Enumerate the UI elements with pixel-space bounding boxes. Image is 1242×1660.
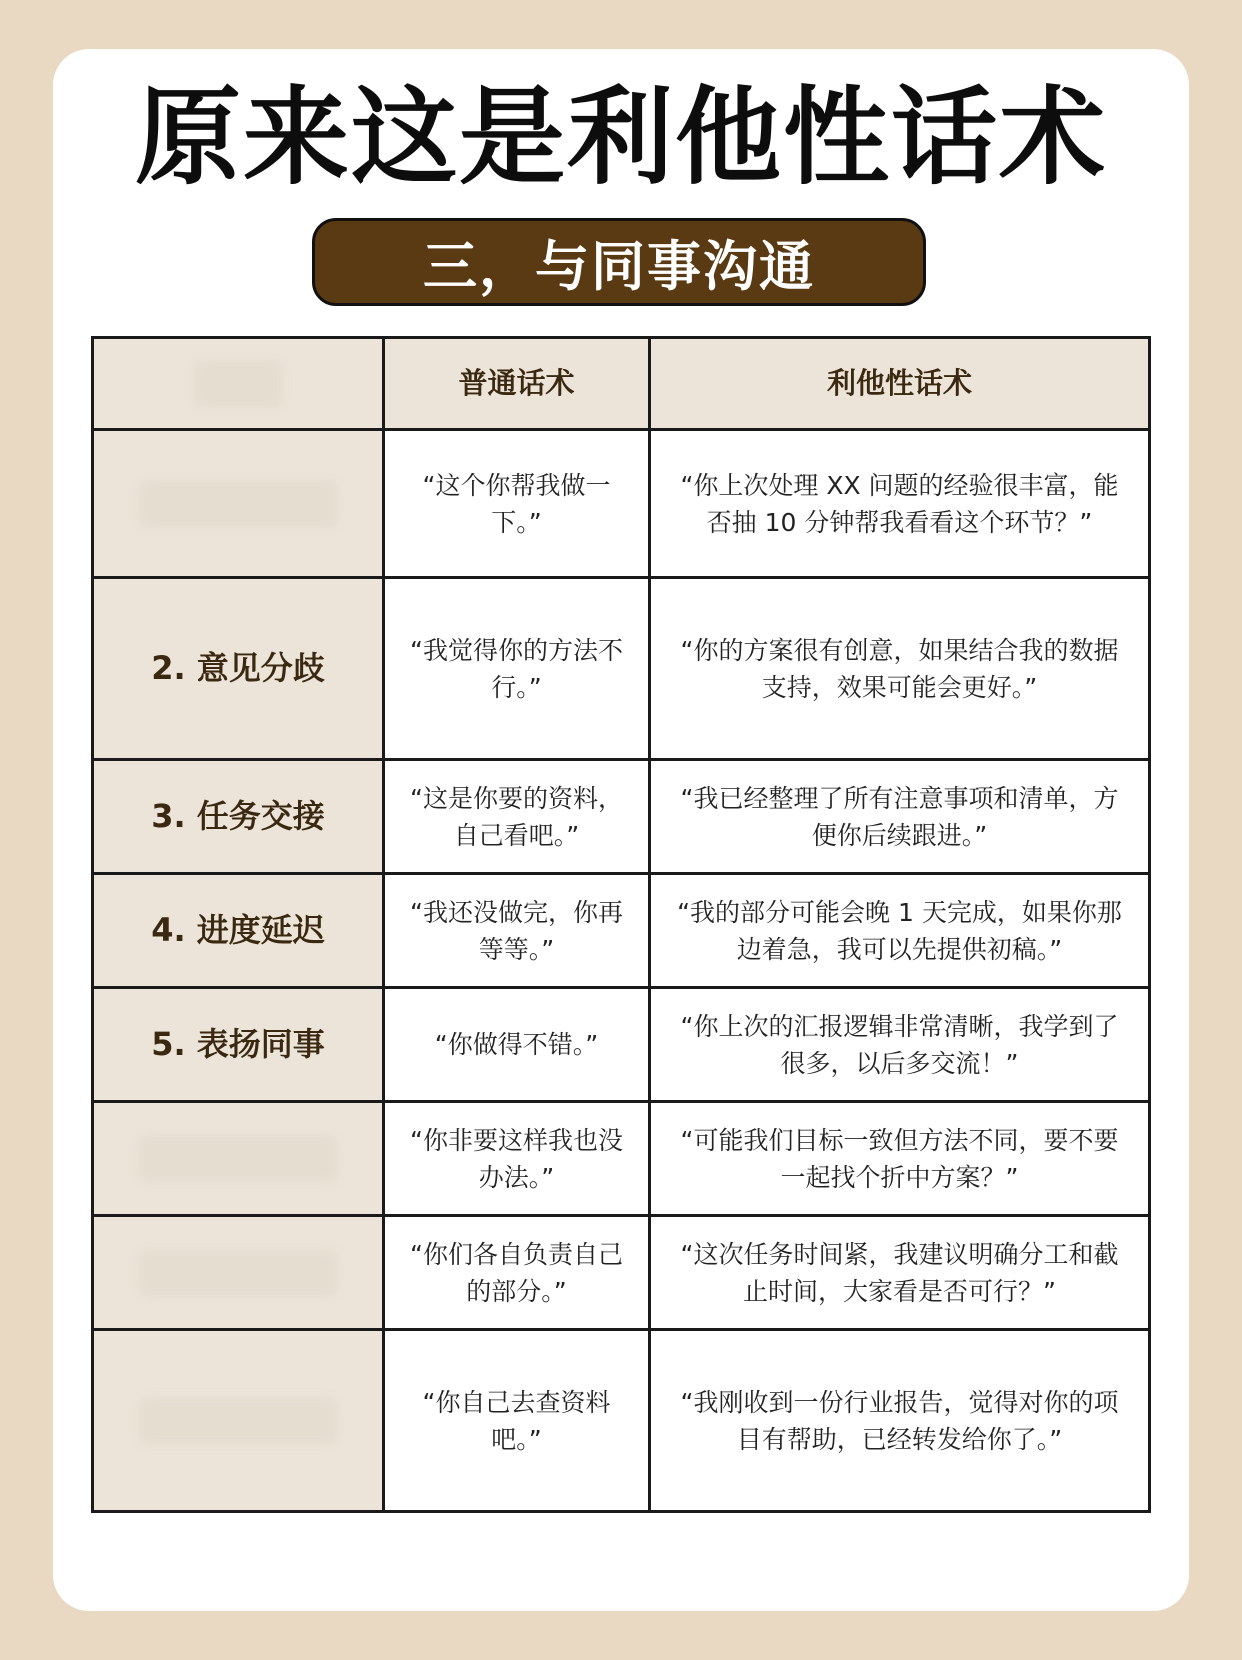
- blurred-scene-label: [138, 1397, 338, 1445]
- altruistic-phrase-cell: “我已经整理了所有注意事项和清单，方便你后续跟进。”: [680, 783, 1119, 850]
- blurred-scene-label: [138, 1135, 338, 1183]
- table-row: [94, 758, 1148, 872]
- scene-cell: [94, 1331, 385, 1510]
- scene-cell: 2. 意见分歧: [94, 579, 385, 758]
- normal-phrase-cell: “我觉得你的方法不行。”: [385, 579, 651, 758]
- altruistic-phrase-cell: “可能我们目标一致但方法不同，要不要一起找个折中方案？”: [680, 1125, 1119, 1192]
- scene-cell: [94, 431, 385, 576]
- section-subtitle-label: 三，与同事沟通: [423, 234, 815, 298]
- altruistic-phrase-cell: “我刚收到一份行业报告，觉得对你的项目有帮助，已经转发给你了。”: [680, 1387, 1119, 1454]
- normal-phrase-cell: “你们各自负责自己的部分。”: [385, 1217, 651, 1328]
- blurred-header-label: [193, 360, 283, 408]
- altruistic-phrase-cell: “你上次的汇报逻辑非常清晰，我学到了很多，以后多交流！”: [680, 1011, 1119, 1078]
- table-row: [94, 986, 1148, 1100]
- table-row: [94, 1214, 1148, 1328]
- comparison-table: [91, 336, 1151, 1513]
- normal-phrase-cell: “你自己去查资料吧。”: [385, 1331, 651, 1510]
- table-row: [94, 872, 1148, 986]
- scene-cell: 5. 表扬同事: [94, 989, 385, 1100]
- scene-cell: 4. 进度延迟: [94, 875, 385, 986]
- scene-cell: [94, 1217, 385, 1328]
- altruistic-phrase-cell: “我的部分可能会晚 1 天完成，如果你那边着急，我可以先提供初稿。”: [677, 897, 1122, 964]
- scene-cell: 3. 任务交接: [94, 761, 385, 872]
- scene-cell: [94, 1103, 385, 1214]
- normal-phrase-cell: “这个你帮我做一下。”: [385, 431, 651, 576]
- altruistic-phrase-cell: “你上次处理 XX 问题的经验很丰富，能否抽 10 分钟帮我看看这个环节？”: [680, 470, 1119, 537]
- header-cell-altruistic: 利他性话术: [651, 339, 1148, 428]
- normal-phrase-cell: “你做得不错。”: [385, 989, 651, 1100]
- table-header-row: [94, 339, 1148, 428]
- blurred-scene-label: [138, 480, 338, 528]
- blurred-scene-label: [138, 1249, 338, 1297]
- altruistic-phrase-cell: “这次任务时间紧，我建议明确分工和截止时间，大家看是否可行？”: [680, 1239, 1119, 1306]
- normal-phrase-cell: “我还没做完，你再等等。”: [385, 875, 651, 986]
- normal-phrase-cell: “你非要这样我也没办法。”: [385, 1103, 651, 1214]
- altruistic-phrase-cell: “你的方案很有创意，如果结合我的数据支持，效果可能会更好。”: [680, 635, 1119, 702]
- header-cell-normal: 普通话术: [385, 339, 651, 428]
- table-row: [94, 576, 1148, 758]
- table-row: [94, 1100, 1148, 1214]
- section-subtitle: [312, 218, 926, 306]
- table-row: [94, 428, 1148, 576]
- normal-phrase-cell: “这是你要的资料，自己看吧。”: [385, 761, 651, 872]
- page-title: 原来这是利他性话术: [135, 76, 1107, 199]
- header-cell-scene: [94, 339, 385, 428]
- table-row: [94, 1328, 1148, 1510]
